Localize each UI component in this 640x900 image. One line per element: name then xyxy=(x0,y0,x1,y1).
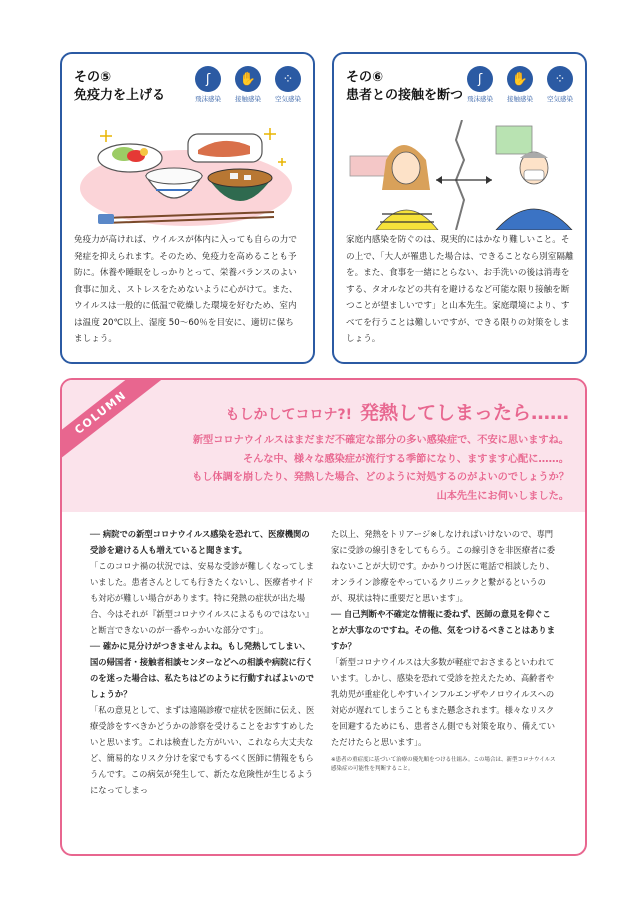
badge-label: 空気感染 xyxy=(275,95,301,103)
badge-label: 空気感染 xyxy=(547,95,573,103)
badge-droplet xyxy=(191,66,225,103)
air-dots-icon: ⁘ xyxy=(275,66,301,92)
badge-label: 接触感染 xyxy=(235,95,261,103)
interview-answer: 「新型コロナウイルスは大多数が軽症でおさまるといわれています。しかし、感染を恐れて受診を控えたため、高齢者や乳幼児が重症化しやすいインフルエンザやノロウイルスへの対応が遅れてしまうこともまた懸念されます。様々なリスクを回避するためにも、患者さん側でも対策を取り、備えていただけたらと思います」。 xyxy=(331,657,556,747)
hand-icon: ✋ xyxy=(507,66,533,92)
badge-contact xyxy=(231,66,265,103)
badge-airborne xyxy=(543,66,577,103)
interview-answer: た以上、発熱をトリアージ※しなければいけないので、専門家に受診の線引きをしてもらう。この線引きを非医療者に委ねないことが大切です。かかりつけ医に電話で相談したり、オンライン診療をやっているクリニックと繋がるというのが、現状は特に重要だと思います」。 xyxy=(331,529,556,603)
badge-label: 飛沫感染 xyxy=(467,95,493,103)
air-dots-icon: ⁘ xyxy=(547,66,573,92)
lead-line: もし体調を崩したり、発熱した場合、どのように対処するのがよいのでしょうか？ xyxy=(192,472,569,484)
column-tag: COLUMN xyxy=(60,378,167,468)
column-lead xyxy=(99,432,569,506)
card-avoid-contact xyxy=(332,52,587,364)
interview-answer: 「このコロナ禍の状況では、安易な受診が難しくなってしまいました。患者さんとしても行きたくないし、医療者サイドも対応が難しい場合があります。特に発熱の症状が出た場合、今はそれが『新型コロナウイルスによるものではない』と断言できないのが一番やっかいな部分です」。 xyxy=(90,561,315,635)
interview-question: ── 自己判断や不確定な情報に委ねず、医師の意見を仰ぐことが大事なのですね。その他、気をつけるべきことはありますか？ xyxy=(331,609,556,651)
card-immunity xyxy=(60,52,315,364)
isolation-illustration xyxy=(346,120,574,230)
card-body-text: 免疫力が高ければ、ウイルスが体内に入っても自らの力で発症を抑えられます。そのため、免疫力を高めることも予防に。休養や睡眠をしっかりとって、栄養バランスのよい食事に加え、ストレスをためないように心がけて。また、ウイルスは一般的に低温で乾燥した環境を好むため、室内は温度 20℃以上、湿度 50〜60％を目安に、適切に保ちましょう。 xyxy=(74,235,298,344)
column-title xyxy=(225,398,569,425)
column-section xyxy=(60,378,587,856)
hand-icon: ✋ xyxy=(235,66,261,92)
interview-question: ── 病院での新型コロナウイルス感染を恐れて、医療機関の受診を避ける人も増えていると聞きます。 xyxy=(90,529,310,555)
lead-line: そんな中、様々な感染症が流行する季節になり、ますます心配に……。 xyxy=(243,453,569,465)
card-title: 免疫力を上げる xyxy=(74,88,166,103)
droplet-icon: ʃ xyxy=(195,66,221,92)
card-number: その⑤ xyxy=(74,70,112,85)
column-title-big: 発熱してしまったら…… xyxy=(359,402,569,424)
column-title-small: もしかしてコロナ?! xyxy=(225,407,352,423)
card-title: 患者との接触を断つ xyxy=(346,88,464,103)
badge-airborne xyxy=(271,66,305,103)
interview-question: ── 確かに見分けがつきませんよね。もし発熱してしまい、国の帰国者・接触者相談センターなどへの相談や病院に行くのを迷った場合は、私たちはどのように行動すればよいのでしょうか？ xyxy=(90,641,315,699)
column-right xyxy=(331,526,558,798)
footnote: ※患者の重症度に基づいて治療の優先順をつける仕組み。この場合は、新型コロナウイルス感染症の可能性を判断すること。 xyxy=(331,757,556,772)
badge-label: 接触感染 xyxy=(507,95,533,103)
column-body xyxy=(90,526,558,798)
interview-answer: 「私の意見として、まずは遠隔診療で症状を医師に伝え、医療受診をすべきかどうかの診察を受けることをおすすめしたいと思います。これは検査した方がいい、これなら大丈夫など、簡易的なリスク分けを家でもするべく医師に情報をもらうんです。この病気が発生して、新たな危険性が生じるようになってしまっ xyxy=(90,705,315,795)
infection-type-badges xyxy=(191,66,305,103)
lead-line: 新型コロナウイルスはまだまだ不確定な部分の多い感染症で、不安に思いますね。 xyxy=(192,435,569,446)
column-header xyxy=(62,380,585,512)
infection-type-badges xyxy=(463,66,577,103)
card-body-text: 家庭内感染を防ぐのは、現実的にはかなり難しいこと。その上で、「大人が罹患した場合は、できることなら別室隔離を。また、食事を一緒にとらない、お手洗いの後は消毒をする、タオルなどの共有を避けるなど可能な限り接触を断つことが望ましいです」と山本先生。家庭環境により、すべてを行うことは難しいですが、できる限りの対策をしましょう。 xyxy=(346,235,574,344)
card-number: その⑥ xyxy=(346,70,384,85)
droplet-icon: ʃ xyxy=(467,66,493,92)
badge-contact xyxy=(503,66,537,103)
meal-illustration xyxy=(74,120,302,230)
badge-droplet xyxy=(463,66,497,103)
column-left xyxy=(90,526,317,798)
badge-label: 飛沫感染 xyxy=(195,95,221,103)
lead-line: 山本先生にお伺いしました。 xyxy=(436,490,569,502)
